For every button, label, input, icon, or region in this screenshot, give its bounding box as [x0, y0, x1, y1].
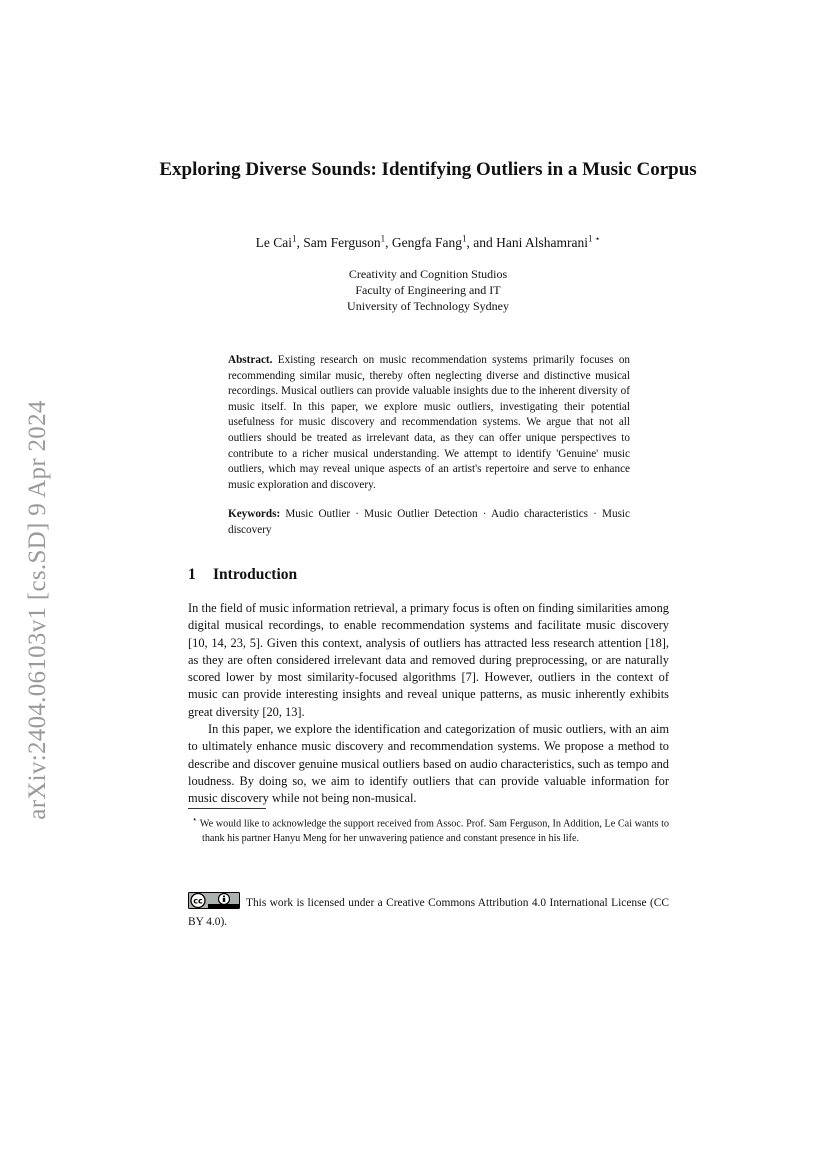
affiliation-line: University of Technology Sydney [347, 299, 509, 313]
keywords [228, 507, 630, 538]
author-name: Le Cai [255, 235, 292, 250]
section-title: Introduction [213, 566, 298, 583]
section-number: 1 [188, 566, 196, 583]
abstract [228, 353, 630, 493]
cc-badge-text: cc [193, 896, 203, 906]
author-separator: , and [466, 235, 497, 250]
affiliation-block [150, 266, 706, 314]
author-name: Sam Ferguson [303, 235, 381, 250]
author-name: Gengfa Fang [391, 235, 462, 250]
abstract-text: Existing research on music recommendation systems primarily focuses on recommending similar music, thereby often neglecting diverse and distinctive musical recordings. Musical outliers can provide valuable insights due to the inherent diversity of music itself. In this paper, we explore music outliers, investigating their potential usefulness for music discovery and recommendation systems. We argue that not all outliers should be treated as irrelevant data, as they can offer unique perspectives to contribute to a richer musical understanding. We attempt to identify 'Genuine' music outliers, which may reveal unique aspects of an artist's repertoire and serve to enhance music exploration and discovery. [228, 354, 631, 491]
arxiv-identifier-sidebar [18, 372, 58, 847]
paragraph: In the field of music information retrieval, a primary focus is often on finding similarities among digital musical recordings, to enable recommendation systems and facilitate music discovery [10, 14, 23, 5]. Given this context, analysis of outliers has attracted less research attention [18], as they are often considered irrelevant data and removed during preprocessing, or are naturally scored lower by most similarity-focused algorithms [7]. However, outliers in the context of music can provide interesting insights and reveal unique patterns, as music inherently exhibits great diversity [20, 13]. [188, 601, 669, 719]
footnote-text: We would like to acknowledge the support received from Assoc. Prof. Sam Ferguson, In Addition, Le Cai wants to thank his partner Hanyu Meng for her unwavering patience and constant presence in his life. [199, 818, 669, 845]
affiliation-line: Faculty of Engineering and IT [355, 283, 501, 297]
paragraph: In this paper, we explore the identification and categorization of music outliers, with an aim to ultimately enhance music discovery and recommendation systems. We propose a method to describe and discover genuine musical outliers based on audio characteristics, such as tempo and loudness. By doing so, we aim to identify outliers that can provide valuable information for music discovery while not being non-musical. [188, 722, 669, 806]
author-name: Hani Alshamrani [496, 235, 588, 250]
cc-by-license-icon [188, 892, 240, 914]
paper-title: Exploring Diverse Sounds: Identifying Outliers in a Music Corpus [159, 159, 697, 180]
affiliation-line: Creativity and Cognition Studios [348, 267, 508, 281]
footnote [188, 812, 669, 846]
abstract-label: Abstract. [228, 354, 273, 366]
footnote-marker: ⋆ [192, 814, 198, 824]
license-notice [188, 892, 669, 930]
author-separator: , [385, 235, 392, 250]
keywords-text: Music Outlier · Music Outlier Detection · Audio characteristics · Music discovery [228, 508, 630, 536]
section-heading [188, 566, 297, 584]
body-text [188, 600, 669, 808]
footnote-rule [188, 808, 266, 809]
keywords-label: Keywords: [228, 508, 281, 520]
arxiv-id: arXiv:2404.06103v1 [cs.SD] 9 Apr 2024 [24, 399, 51, 820]
author-affiliation-mark: 1 [380, 233, 386, 244]
author-affiliation-mark: 1 [462, 233, 467, 244]
author-separator: , [296, 235, 304, 250]
author-affiliation-mark: 1 ⋆ [587, 233, 601, 244]
license-text: This work is licensed under a Creative Commons Attribution 4.0 International License (CC BY 4.0). [188, 897, 669, 928]
author-affiliation-mark: 1 [292, 233, 297, 244]
author-list [150, 235, 706, 251]
